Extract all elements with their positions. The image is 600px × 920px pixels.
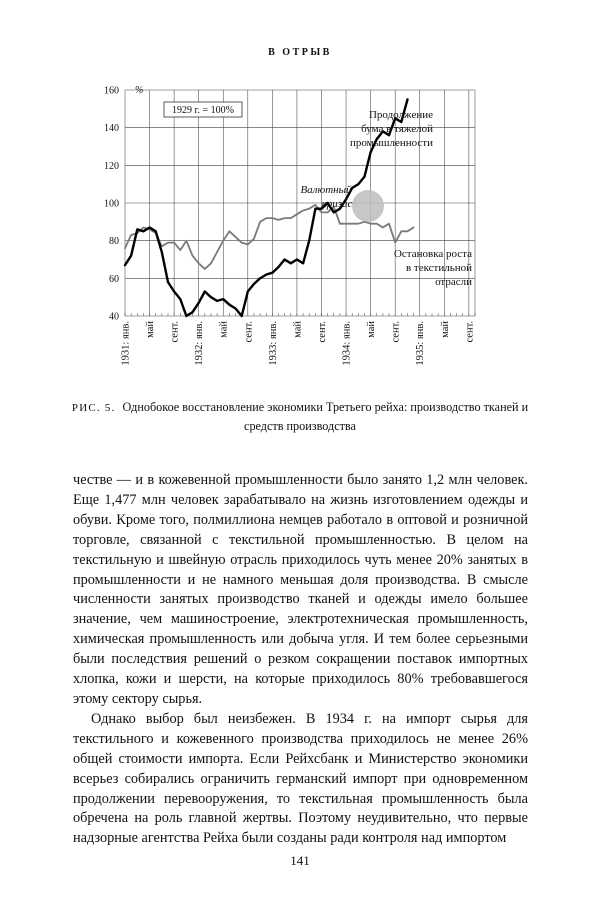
x-tick-labels — [121, 321, 476, 366]
annotation-crisis-line2: кризис — [321, 198, 353, 210]
annotation-crisis — [300, 184, 352, 210]
figure-caption — [60, 398, 540, 435]
x-tick-label: май — [145, 321, 157, 338]
page-number: 141 — [290, 853, 310, 868]
y-tick-labels — [104, 86, 119, 323]
y-tick-label: 80 — [109, 236, 119, 248]
paragraph-2: Однако выбор был неизбежен. В 1934 г. на импорт сырья для текстильного и кожевенного производства приходилось не менее 26% общей стоимости импорта. Если Рейхсбанк и Министерство экономики всерьез собирались ограничить германский импорт при одновременном продолжении перевооружения, то текстильная промышленность была обречена на роль главной жертвы. Поэтому неудивительно, что первые надзорные агентства Рейха были созданы ради контроля над импортом — [73, 710, 528, 847]
x-tick-label: май — [439, 321, 451, 338]
paragraph-1: честве — и в кожевенной промышленности было занято 1,2 млн человек. Еще 1,477 млн человек зарабатывало на жизнь изготовлением одежды и обуви. Кроме того, полмиллиона немцев работало в оптовой и розничной торговле, связанной с текстильной промышленностью. В целом на текстильную и швейную отрасль приходилось чуть менее 20% занятых в промышленности и не намного меньшая доля производства. В смысле численности занятых производство тканей и одежды имело большее значение, чем машиностроение, электротехническая промышленность, химическая промышленность или добыча угля. И тем более серьезными были последствия решений о резком сокращении поставок импортных хлопка, кожи и шерсти, на которые приходилось 80% требовавшегося этому сектору сырья. — [73, 472, 528, 707]
crisis-highlight — [352, 190, 384, 222]
annotation-boom-line1: Продолжение — [368, 109, 433, 121]
x-tick-label: сент. — [169, 321, 181, 343]
annotation-boom-line2: бума в тяжелой — [361, 123, 433, 135]
body-text — [73, 471, 528, 849]
x-tick-label: 1932: янв. — [194, 321, 206, 366]
annotation-textile-line2: в текстильной — [405, 262, 472, 274]
x-tick-label: май — [292, 321, 304, 338]
x-tick-label: май — [218, 321, 230, 338]
annotation-boom-line3: промышленности — [350, 137, 433, 149]
unit-label: % — [135, 85, 144, 96]
caption-label: РИС. 5. — [71, 402, 116, 414]
annotation-boom — [350, 109, 433, 149]
annotation-textile — [394, 248, 472, 288]
annotation-textile-line3: отрасли — [435, 276, 472, 288]
figure-chart — [0, 75, 600, 395]
x-tick-label: сент. — [316, 321, 328, 343]
x-tick-label: сент. — [464, 321, 476, 343]
y-tick-label: 100 — [104, 198, 119, 210]
x-tick-label: сент. — [390, 321, 402, 343]
x-tick-label: май — [366, 321, 378, 338]
x-tick-label: 1935: янв. — [415, 321, 427, 366]
running-head: В ОТРЫВ — [268, 47, 332, 58]
annotation-crisis-line1: Валютный — [300, 184, 352, 196]
caption-text: Однобокое восстановление экономики Третьего рейха: производство тканей и средств производства — [122, 400, 529, 433]
base-note: 1929 г. = 100% — [172, 105, 234, 116]
y-tick-label: 40 — [109, 311, 119, 323]
y-tick-label: 120 — [104, 160, 119, 172]
y-tick-label: 60 — [109, 273, 119, 285]
y-tick-label: 140 — [104, 123, 119, 135]
y-tick-label: 160 — [104, 85, 119, 97]
annotation-textile-line1: Остановка роста — [393, 248, 472, 260]
x-tick-label: сент. — [243, 321, 255, 343]
x-tick-label: 1934: янв. — [341, 321, 353, 366]
x-tick-label: 1933: янв. — [267, 321, 279, 366]
x-tick-label: 1931: янв. — [120, 321, 132, 366]
